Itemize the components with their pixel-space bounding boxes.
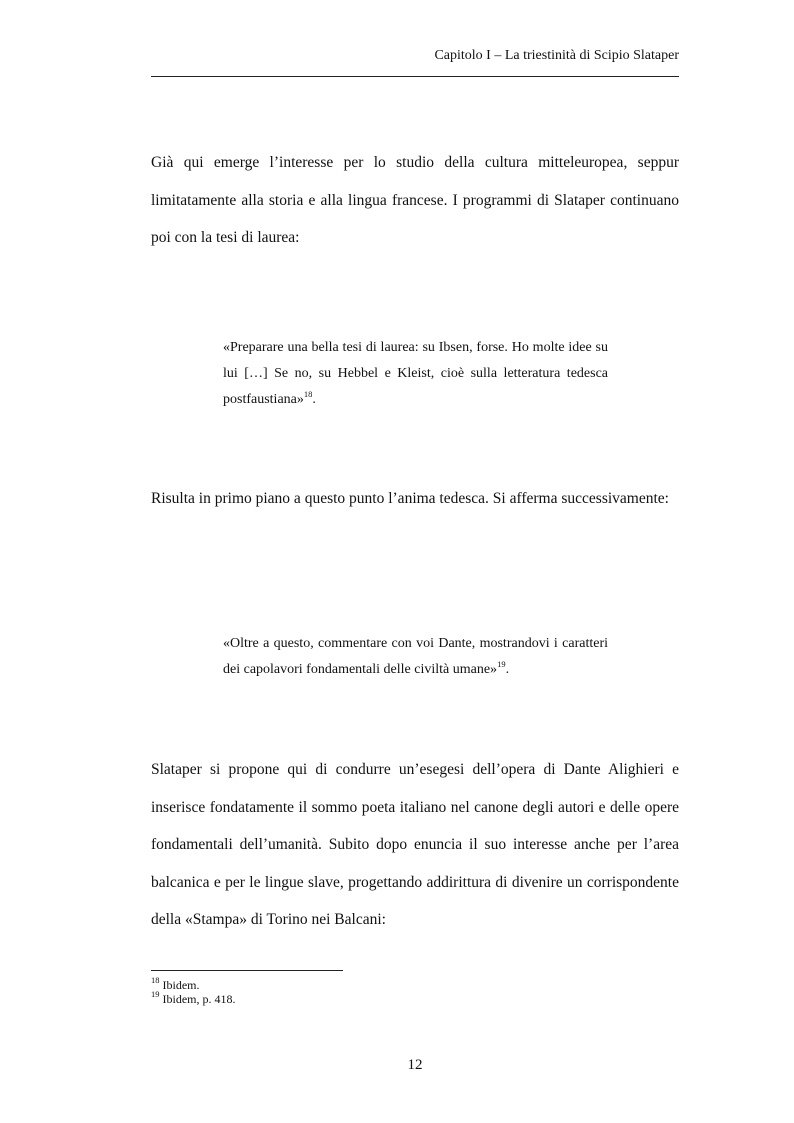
paragraph-3: Slataper si propone qui di condurre un’esegesi dell’opera di Dante Alighieri e inserisce fondatamente il sommo poeta italiano nel canone degli autori e delle opere fondamentali dell’umanità. Subito dopo enuncia il suo interesse anche per l’area balcanica e per le lingue slave, progettando addirittura di divenire un corrispondente della «Stampa» di Torino nei Balcani: bbox=[151, 761, 679, 928]
quote-2-text: «Oltre a questo, commentare con voi Dante, mostrandovi i caratteri dei capolavori fondamentali delle civiltà umane» bbox=[223, 636, 608, 677]
block-quote-2 bbox=[223, 631, 608, 683]
quote-1-text: «Preparare una bella tesi di laurea: su Ibsen, forse. Ho molte idee su lui […] Se no, su Hebbel e Kleist, cioè sulla letteratura tedesca postfaustiana» bbox=[223, 340, 608, 407]
footnote-number: 19 bbox=[151, 989, 160, 999]
footnote-rule bbox=[151, 970, 343, 971]
footnote-ref-19[interactable]: 19 bbox=[497, 659, 506, 669]
page-number: 12 bbox=[407, 1057, 423, 1073]
footnote-text: Ibidem. bbox=[162, 978, 200, 992]
footnote-number: 18 bbox=[151, 975, 160, 985]
quote-1-end: . bbox=[312, 392, 316, 407]
footnote-ref-18[interactable]: 18 bbox=[303, 389, 313, 399]
footnote-text: Ibidem, p. 418. bbox=[162, 992, 236, 1006]
header-rule bbox=[151, 76, 679, 77]
running-header: Capitolo I – La triestinità di Scipio Slataper bbox=[434, 48, 679, 63]
block-quote-1 bbox=[223, 335, 608, 413]
paragraph-2: Risulta in primo piano a questo punto l’anima tedesca. Si afferma successivamente: bbox=[151, 490, 669, 507]
footnote-19 bbox=[151, 989, 236, 1006]
paragraph-1: Già qui emerge l’interesse per lo studio della cultura mitteleuropea, seppur limitatamente alla storia e alla lingua francese. I programmi di Slataper continuano poi con la tesi di laurea: bbox=[151, 154, 679, 246]
quote-2-end: . bbox=[505, 662, 510, 677]
